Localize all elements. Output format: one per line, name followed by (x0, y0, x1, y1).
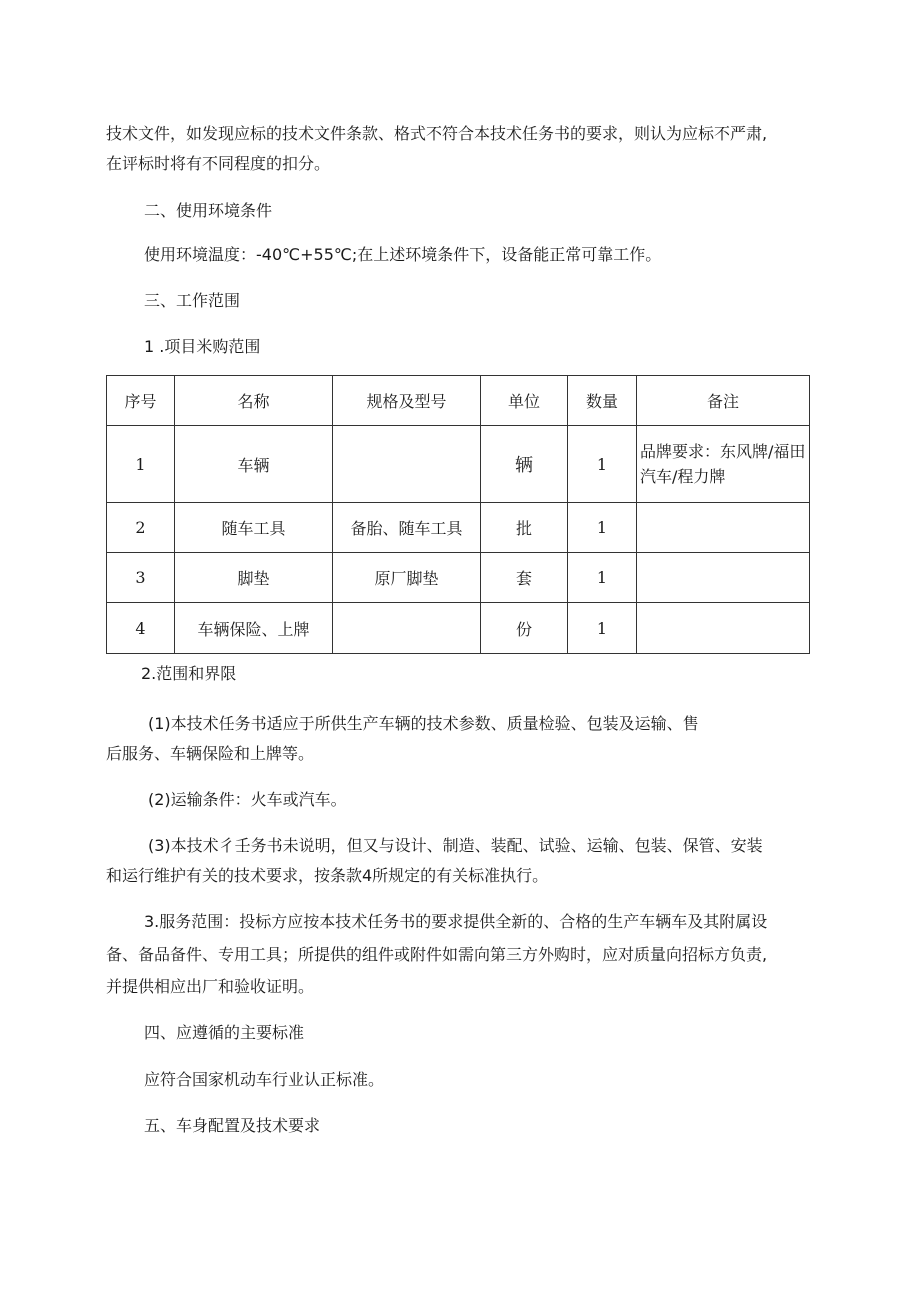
procurement-scope-table (106, 375, 810, 654)
cell-spec: 原厂脚垫 (333, 553, 481, 603)
cell-spec: 备胎、随车工具 (333, 503, 481, 553)
section-2-body: 使用环境温度：-40℃+55℃;在上述环境条件下，设备能正常可靠工作。 (144, 245, 662, 264)
subsection-2-heading: 2.范围和界限 (141, 664, 237, 683)
section-3-heading: 三、工作范围 (144, 291, 241, 310)
cell-name: 随车工具 (175, 503, 333, 553)
cell-spec (333, 426, 481, 503)
cell-note (637, 553, 810, 603)
item-2: (2)运输条件：火车或汽车。 (148, 790, 347, 809)
cell-spec (333, 603, 481, 654)
table-header-row (107, 376, 810, 426)
section-2-heading: 二、使用环境条件 (144, 201, 273, 220)
section-4-body: 应符合国家机动车行业认正标准。 (144, 1070, 385, 1089)
subsection-3-line-3: 并提供相应出厂和验收证明。 (106, 977, 315, 996)
header-name: 名称 (175, 376, 333, 426)
table-row (107, 426, 810, 503)
cell-seq: 3 (107, 553, 175, 603)
cell-name: 车辆保险、上牌 (175, 603, 333, 654)
cell-note (637, 603, 810, 654)
subsection-3-line-1: 3.服务范围：投标方应按本技术任务书的要求提供全新的、合格的生产车辆车及其附属设 (144, 912, 768, 931)
subsection-3-line-2: 备、备品备件、专用工具；所提供的组件或附件如需向第三方外购时，应对质量向招标方负责, (106, 945, 768, 964)
section-5-heading: 五、车身配置及技术要求 (144, 1116, 321, 1135)
cell-qty: 1 (568, 426, 637, 503)
subsection-1-heading: 1 .项目米购范围 (144, 337, 261, 356)
item-3-line-2: 和运行维护有关的技术要求，按条款4所规定的有关标准执行。 (106, 866, 549, 885)
section-4-heading: 四、应遵循的主要标准 (144, 1023, 305, 1042)
cell-name: 脚垫 (175, 553, 333, 603)
cell-qty: 1 (568, 503, 637, 553)
intro-line-2: 在评标时将有不同程度的扣分。 (106, 154, 331, 173)
cell-unit: 批 (481, 503, 568, 553)
cell-name: 车辆 (175, 426, 333, 503)
header-seq: 序号 (107, 376, 175, 426)
header-note: 备注 (637, 376, 810, 426)
table-row (107, 553, 810, 603)
header-spec: 规格及型号 (333, 376, 481, 426)
item-1-line-2: 后服务、车辆保险和上牌等。 (106, 744, 315, 763)
cell-unit: 辆 (481, 426, 568, 503)
header-qty: 数量 (568, 376, 637, 426)
cell-qty: 1 (568, 553, 637, 603)
cell-note (637, 503, 810, 553)
cell-seq: 4 (107, 603, 175, 654)
cell-note: 品牌要求：东风牌/福田汽车/程力牌 (637, 426, 810, 503)
cell-unit: 份 (481, 603, 568, 654)
table-row (107, 603, 810, 654)
cell-seq: 1 (107, 426, 175, 503)
cell-qty: 1 (568, 603, 637, 654)
header-unit: 单位 (481, 376, 568, 426)
intro-line-1: 技术文件，如发现应标的技术文件条款、格式不符合本技术任务书的要求，则认为应标不严肃, (106, 124, 768, 143)
cell-unit: 套 (481, 553, 568, 603)
cell-seq: 2 (107, 503, 175, 553)
table-row (107, 503, 810, 553)
item-1-line-1: (1)本技术任务书适应于所供生产车辆的技术参数、质量检验、包装及运输、售 (148, 714, 699, 733)
item-3-line-1: (3)本技术彳壬务书未说明，但又与设计、制造、装配、试验、运输、包装、保管、安装 (148, 836, 763, 855)
